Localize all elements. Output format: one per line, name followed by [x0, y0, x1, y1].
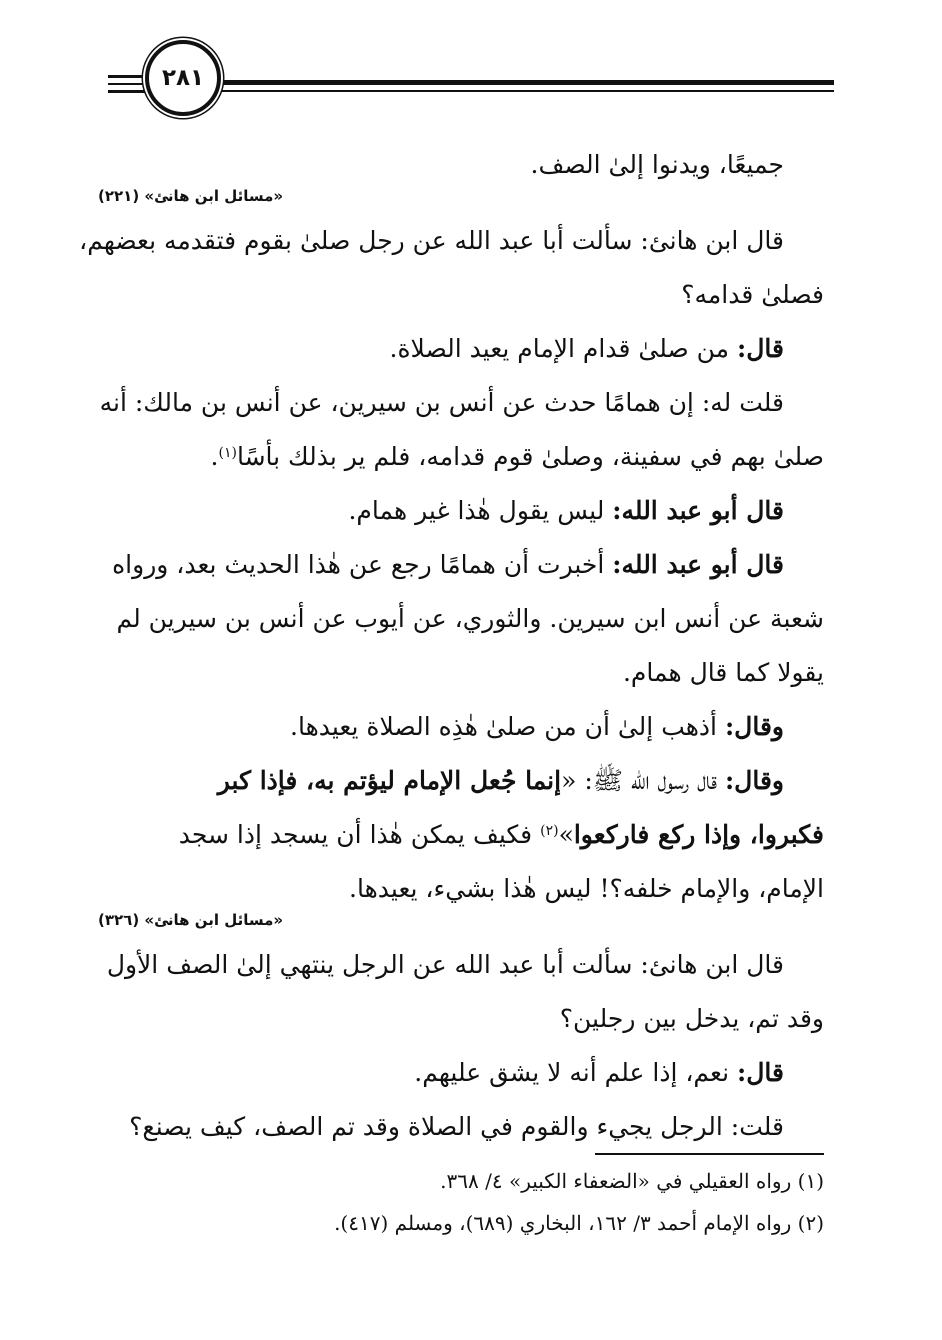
text-line: الإمام، والإمام خلفه؟! ليس هٰذا بشيء، يعيدها. — [349, 874, 824, 903]
header-rule — [108, 75, 148, 78]
text-line: قلت له: إن همامًا حدث عن أنس بن سيرين، عن أنس بن مالك: أنه — [99, 388, 784, 417]
text-line: قال ابن هانئ: سألت أبا عبد الله عن رجل صلىٰ بقوم فتقدمه بعضهم، — [79, 226, 784, 255]
text-line — [98, 484, 824, 538]
speaker-label: قال: — [737, 334, 784, 363]
speaker-label: وقال: — [724, 766, 784, 795]
text-span: . — [210, 442, 219, 471]
page-header — [0, 0, 942, 120]
text-line: قلت: الرجل يجيء والقوم في الصلاة وقد تم الصف، كيف يصنع؟ — [129, 1112, 784, 1141]
footnote-ref[interactable]: (١) — [218, 445, 237, 461]
footnote-number: (١) — [797, 1169, 824, 1193]
footnote-ref[interactable]: (٢) — [540, 823, 559, 839]
speaker-label: قال أبو عبد الله: — [612, 496, 784, 525]
text-line — [98, 1046, 824, 1100]
hadith-text: فكبروا، وإذا ركع فاركعوا — [573, 820, 824, 849]
header-rule — [215, 90, 834, 92]
footnote-separator — [595, 1153, 824, 1155]
page-number: ٢٨١ — [145, 40, 221, 116]
footnote-text: رواه العقيلي في «الضعفاء الكبير» ٤/ ٣٦٨. — [440, 1169, 792, 1193]
footnote — [98, 1160, 824, 1202]
text-span: فكيف يمكن هٰذا أن يسجد إذا سجد — [178, 820, 541, 849]
header-rule — [108, 90, 148, 93]
header-rule — [215, 80, 834, 85]
text-span: ليس يقول هٰذا غير همام. — [348, 496, 613, 525]
text-span: قال رسول الله ﷺ: « — [561, 766, 725, 795]
text-line — [98, 808, 824, 862]
hadith-text: إنما جُعل الإمام ليؤتم به، فإذا كبر — [217, 766, 562, 795]
text-line — [98, 322, 824, 376]
footnote — [98, 1202, 824, 1244]
text-line — [98, 430, 824, 484]
source-citation: «مسائل ابن هانئ» (٢٢١) — [98, 187, 284, 205]
footnotes — [98, 1160, 824, 1244]
text-line: جميعًا، ويدنوا إلىٰ الصف. — [530, 150, 784, 179]
speaker-label: قال: — [737, 1058, 784, 1087]
text-line: يقولا كما قال همام. — [622, 658, 824, 687]
footnote-text: رواه الإمام أحمد ٣/ ١٦٢، البخاري (٦٨٩)، ومسلم (٤١٧). — [334, 1211, 792, 1235]
footnote-number: (٢) — [797, 1211, 824, 1235]
text-line: قال ابن هانئ: سألت أبا عبد الله عن الرجل ينتهي إلىٰ الصف الأول — [106, 950, 784, 979]
source-citation: «مسائل ابن هانئ» (٣٢٦) — [98, 911, 284, 929]
speaker-label: قال أبو عبد الله: — [612, 550, 784, 579]
speaker-label: وقال: — [724, 712, 784, 741]
text-line — [98, 754, 824, 808]
text-span: » — [558, 820, 574, 849]
text-span: أخبرت أن همامًا رجع عن هٰذا الحديث بعد، ورواه — [112, 550, 613, 579]
text-line: شعبة عن أنس ابن سيرين. والثوري، عن أيوب عن أنس بن سيرين لم — [116, 604, 824, 633]
header-rule — [108, 83, 148, 85]
text-line: فصلىٰ قدامه؟ — [681, 280, 824, 309]
text-line — [98, 700, 824, 754]
text-span: أذهب إلىٰ أن من صلىٰ هٰذِه الصلاة يعيدها. — [290, 712, 725, 741]
text-line — [98, 538, 824, 592]
text-span: نعم، إذا علم أنه لا يشق عليهم. — [414, 1058, 738, 1087]
page-body — [79, 138, 824, 1154]
text-span: من صلىٰ قدام الإمام يعيد الصلاة. — [389, 334, 738, 363]
text-line: وقد تم، يدخل بين رجلين؟ — [559, 1004, 824, 1033]
text-span: صلىٰ بهم في سفينة، وصلىٰ قوم قدامه، فلم ير بذلك بأسًا — [236, 442, 824, 471]
